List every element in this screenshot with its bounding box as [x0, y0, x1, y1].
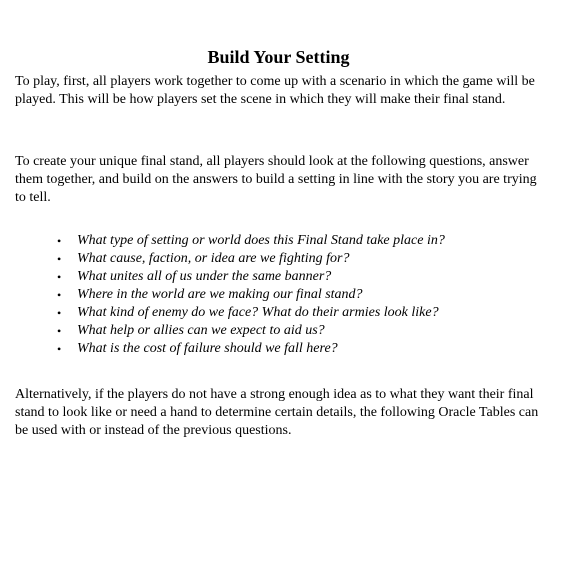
bullet-icon: • — [57, 234, 62, 248]
list-item — [0, 250, 540, 268]
alternative-paragraph: Alternatively, if the players do not have a strong enough idea as to what they want their final stand to look like or need a hand to determine certain details, the following Oracle Tables can be used with or instead of the previous questions. — [15, 387, 539, 438]
question-failure-cost: What is the cost of failure should we fall here? — [77, 341, 338, 356]
question-cause: What cause, faction, or idea are we fighting for? — [77, 251, 350, 266]
bullet-icon: • — [57, 270, 62, 284]
list-item — [0, 268, 540, 286]
list-item — [0, 340, 540, 358]
list-item — [0, 304, 540, 322]
question-location: Where in the world are we making our final stand? — [77, 287, 363, 302]
list-item — [0, 322, 540, 340]
page-title: Build Your Setting — [207, 47, 350, 67]
question-unity: What unites all of us under the same banner? — [77, 269, 332, 284]
bullet-icon: • — [57, 252, 62, 266]
bullet-icon: • — [57, 342, 62, 356]
list-item — [0, 286, 540, 304]
intro-paragraph: To play, first, all players work together to come up with a scenario in which the game will be played. This will be how players set the scene in which they will make their final stand. — [15, 74, 535, 107]
instructions-paragraph: To create your unique final stand, all players should look at the following questions, answer them together, and build on the answers to build a setting in line with the story you are trying to tell. — [15, 154, 537, 205]
bullet-icon: • — [57, 288, 62, 302]
question-list — [0, 232, 540, 358]
question-allies: What help or allies can we expect to aid us? — [77, 323, 325, 338]
question-enemy: What kind of enemy do we face? What do their armies look like? — [77, 305, 439, 320]
bullet-icon: • — [57, 306, 62, 320]
list-item — [0, 232, 540, 250]
bullet-icon: • — [57, 324, 62, 338]
question-setting: What type of setting or world does this Final Stand take place in? — [77, 233, 445, 248]
